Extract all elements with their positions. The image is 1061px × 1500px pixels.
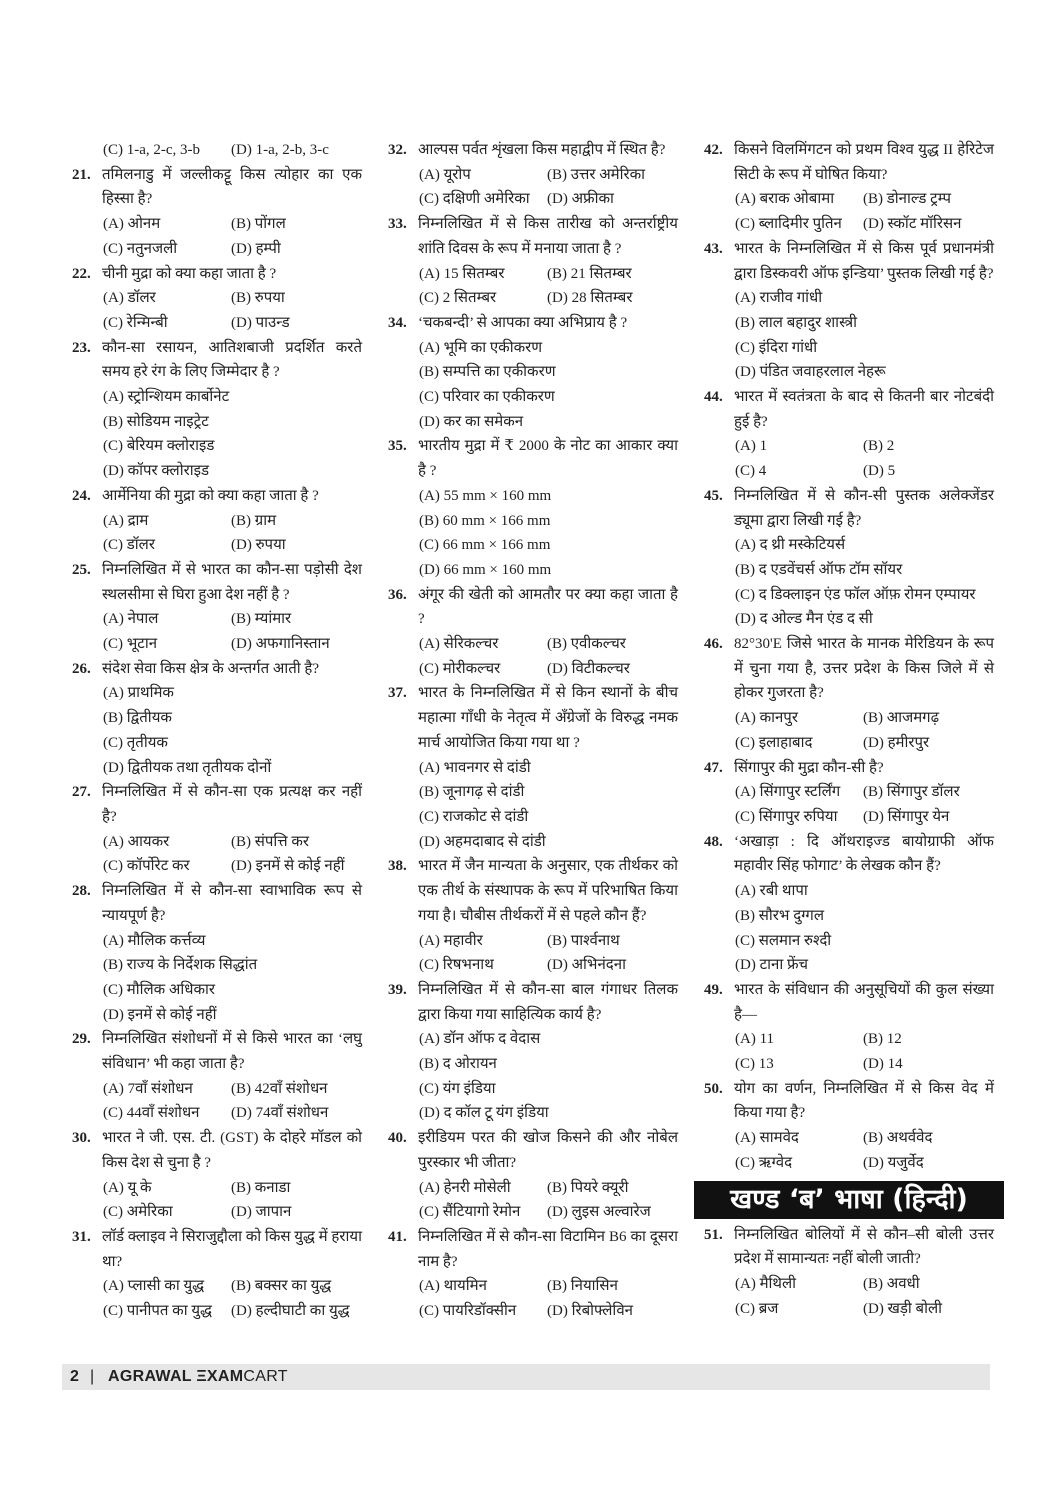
- answer-option: (C) राजकोट से दांडी: [419, 808, 529, 825]
- answer-option: (A) डॉलर: [103, 290, 156, 307]
- question-item: [388, 854, 678, 978]
- answer-option: (B) 12: [863, 1031, 902, 1048]
- answer-option: (D) 1-a, 2-b, 3-c: [231, 142, 329, 158]
- answer-option: (D) हम्पी: [231, 240, 281, 257]
- answer-option: (B) राज्य के निर्देशक सिद्धांत: [103, 957, 258, 974]
- answer-option: (A) 11: [735, 1031, 775, 1048]
- page-number: 2: [70, 1368, 79, 1385]
- answer-option: (A) हेनरी मोसेली: [419, 1179, 511, 1196]
- question-text: भारत ने जी. एस. टी. (GST) के दोहरे मॉडल को किस देश से चुना है ?: [102, 1130, 362, 1171]
- question-text: भारत के संविधान की अनुसूचियों की कुल संख्या है—: [734, 981, 994, 1023]
- question-number: 51.: [704, 1226, 723, 1243]
- options-list: [418, 1027, 678, 1126]
- question-number: 22.: [72, 265, 91, 282]
- question-number: 31.: [72, 1228, 91, 1245]
- question-number: 27.: [72, 784, 91, 801]
- question-text: भारत में स्वतंत्रता के बाद से कितनी बार नोटबंदी हुई है?: [734, 389, 994, 430]
- answer-option: (B) जूनागढ़ से दांडी: [419, 784, 525, 801]
- answer-option: (C) भूटान: [103, 636, 158, 653]
- question-text: निम्नलिखित में से भारत का कौन-सा पड़ोसी देश स्थलसीमा से घिरा हुआ देश नहीं है ?: [102, 561, 362, 603]
- question-item: [388, 681, 678, 854]
- answer-option: (A) राजीव गांधी: [735, 290, 823, 307]
- answer-option: (D) अहमदाबाद से दांडी: [419, 833, 546, 850]
- answer-option: (D) 74वाँ संशोधन: [231, 1105, 329, 1122]
- answer-option: (B) सोडियम नाइट्रेट: [103, 413, 209, 430]
- question-number: 43.: [704, 240, 723, 257]
- options-list: [102, 1077, 362, 1126]
- options-list: [734, 286, 994, 385]
- answer-option: (B) 2: [863, 438, 895, 455]
- question-text: ‘चकबन्दी’ से आपका क्या अभिप्राय है ?: [418, 314, 628, 331]
- answer-option: (B) संपत्ति कर: [231, 833, 310, 850]
- options-list: [734, 434, 994, 483]
- answer-option: (C) 66 mm × 166 mm: [419, 537, 551, 554]
- question-number: 37.: [388, 685, 407, 702]
- answer-option: (C) सलमान रुश्दी: [735, 932, 832, 949]
- question-number: 45.: [704, 487, 723, 504]
- options-list: [102, 138, 362, 163]
- question-item: [72, 262, 362, 336]
- answer-option: (A) स्ट्रोन्शियम कार्बोनेट: [103, 389, 230, 406]
- answer-option: (D) स्कॉट मॉरिसन: [863, 216, 962, 233]
- answer-option: (D) 14: [863, 1056, 903, 1073]
- question-number: 47.: [704, 759, 723, 776]
- question-text: आल्पस पर्वत शृंखला किस महाद्वीप में स्थित है?: [418, 142, 666, 158]
- question-text: निम्नलिखित में से कौन-सा बाल गंगाधर तिलक द्वारा किया गया साहित्यिक कार्य है?: [418, 981, 678, 1023]
- answer-option: (C) सैंटियागो रेमोन: [419, 1204, 521, 1221]
- question-number: 33.: [388, 216, 407, 233]
- question-item: [72, 163, 362, 262]
- answer-option: (C) द डिक्लाइन एंड फॉल ऑफ़ रोमन एम्पायर: [735, 586, 976, 603]
- question-number: 46.: [704, 636, 723, 653]
- question-item: [704, 138, 994, 237]
- answer-option: (B) 60 mm × 166 mm: [419, 512, 551, 529]
- answer-option: (C) मोरीकल्चर: [419, 660, 501, 677]
- answer-option: (A) भावनगर से दांडी: [419, 759, 531, 776]
- answer-option: (D) द ओल्ड मैन एंड द सी: [735, 611, 873, 628]
- answer-option: (C) मौलिक अधिकार: [103, 981, 216, 998]
- question-item: [704, 1223, 994, 1322]
- answer-option: (B) द ओरायन: [419, 1056, 497, 1073]
- question-number: 23.: [72, 339, 91, 356]
- question-item: [72, 336, 362, 484]
- answer-option: (A) प्लासी का युद्ध: [103, 1278, 205, 1295]
- options-list: [102, 212, 362, 261]
- answer-option: (D) अफगानिस्तान: [231, 636, 330, 653]
- options-list: [102, 929, 362, 1028]
- answer-option: (D) पंडित जवाहरलाल नेहरू: [735, 364, 886, 381]
- answer-option: (D) टाना फ्रेंच: [735, 957, 809, 974]
- question-number: 48.: [704, 833, 723, 850]
- answer-option: (A) 1: [735, 438, 768, 455]
- question-item: [388, 311, 678, 435]
- question-text: योग का वर्णन, निम्नलिखित में से किस वेद में किया गया है?: [734, 1080, 994, 1122]
- question-text: निम्नलिखित में से किस तारीख को अन्तर्राष्ट्रीय शांति दिवस के रूप में मनाया जाता है ?: [418, 216, 678, 257]
- options-list: [418, 262, 678, 311]
- question-item: [72, 657, 362, 781]
- options-list: [734, 706, 994, 755]
- question-item: [388, 1126, 678, 1225]
- answer-option: (B) अवधी: [863, 1275, 920, 1292]
- question-number: 24.: [72, 487, 91, 504]
- question-text: लॉर्ड क्लाइव ने सिराजुद्दौला को किस युद्ध में हराया था?: [102, 1228, 362, 1270]
- question-number: 21.: [72, 166, 91, 183]
- answer-option: (A) 55 mm × 160 mm: [419, 487, 552, 504]
- answer-option: (A) सामवेद: [735, 1130, 799, 1147]
- answer-option: (A) द थ्री मस्केटियर्स: [735, 537, 846, 554]
- question-number: 35.: [388, 438, 407, 455]
- question-item: [704, 756, 994, 830]
- answer-option: (D) सिंगापुर येन: [863, 808, 950, 825]
- answer-option: (B) पोंगल: [231, 216, 286, 233]
- answer-option: (B) 21 सितम्बर: [547, 265, 632, 282]
- answer-option: (A) महावीर: [419, 932, 483, 949]
- question-item: [704, 484, 994, 632]
- question-text: 82°30'E जिसे भारत के मानक मेरिडियन के रूप में चुना गया है, उत्तर प्रदेश के किस जिले में से होकर गुजरता है?: [734, 636, 994, 702]
- answer-option: (B) सिंगापुर डॉलर: [863, 784, 960, 801]
- answer-option: (B) पार्श्वनाथ: [547, 932, 620, 949]
- options-list: [734, 780, 994, 829]
- question-item: [704, 237, 994, 385]
- question-text: संदेश सेवा किस क्षेत्र के अन्तर्गत आती है?: [102, 660, 320, 677]
- answer-option: (A) ओनम: [103, 216, 161, 233]
- answer-option: (D) द कॉल टू यंग इंडिया: [419, 1105, 549, 1122]
- question-item: [72, 484, 362, 558]
- question-number: 49.: [704, 981, 723, 998]
- question-text: भारत के निम्नलिखित में से किस पूर्व प्रधानमंत्री द्वारा डिस्कवरी ऑफ इन्डिया’ पुस्तक लिखी गई है?: [734, 240, 994, 282]
- answer-option: (B) आजमगढ़: [863, 710, 940, 727]
- answer-option: (C) रिषभनाथ: [419, 957, 494, 974]
- answer-option: (C) नतुनजली: [103, 240, 178, 257]
- options-list: [102, 1274, 362, 1323]
- options-list: [102, 607, 362, 656]
- question-number: 30.: [72, 1130, 91, 1147]
- answer-option: (B) लाल बहादुर शास्त्री: [735, 314, 858, 331]
- question-text: कौन-सा रसायन, आतिशबाजी प्रदर्शित करते समय हरे रंग के लिए जिम्मेदार है ?: [102, 339, 362, 381]
- answer-option: (C) ऋग्वेद: [735, 1154, 793, 1171]
- answer-option: (B) पियरे क्यूरी: [547, 1179, 629, 1196]
- question-number: 39.: [388, 981, 407, 998]
- question-text: भारतीय मुद्रा में ₹ 2000 के नोट का आकार क्या है ?: [418, 438, 678, 480]
- answer-option: (A) द्राम: [103, 512, 149, 529]
- options-list: [734, 533, 994, 632]
- answer-option: (B) बक्सर का युद्ध: [231, 1278, 332, 1295]
- question-item: [388, 138, 678, 212]
- question-text: किसने विलमिंगटन को प्रथम विश्व युद्ध II हेरिटेज सिटी के रूप में घोषित किया?: [734, 142, 994, 183]
- answer-option: (B) ग्राम: [231, 512, 277, 529]
- question-number: 42.: [704, 142, 723, 158]
- options-list: [418, 163, 678, 212]
- answer-option: (A) आयकर: [103, 833, 170, 850]
- answer-option: (C) सिंगापुर रुपिया: [735, 808, 838, 825]
- answer-option: (A) बराक ओबामा: [735, 191, 835, 208]
- answer-option: (A) कानपुर: [735, 710, 798, 727]
- question-item: [72, 1027, 362, 1126]
- options-list: [734, 1027, 994, 1076]
- answer-option: (C) 4: [735, 463, 767, 480]
- answer-option: (C) पायरिडॉक्सीन: [419, 1303, 517, 1320]
- answer-option: (D) 5: [863, 463, 896, 480]
- question-number: 28.: [72, 883, 91, 900]
- answer-option: (B) डोनाल्ड ट्रम्प: [863, 191, 952, 208]
- answer-option: (B) कनाडा: [231, 1179, 291, 1196]
- options-list: [102, 385, 362, 484]
- question-number: 29.: [72, 1031, 91, 1048]
- answer-option: (D) हमीरपुर: [863, 734, 930, 751]
- answer-option: (C) कॉर्पोरेट कर: [103, 858, 190, 875]
- answer-option: (A) रबी थापा: [735, 883, 808, 900]
- answer-option: (D) रुपया: [231, 537, 286, 554]
- answer-option: (C) 1-a, 2-c, 3-b: [103, 142, 201, 158]
- answer-option: (B) नियासिन: [547, 1278, 618, 1295]
- question-text: निम्नलिखित में से कौन-सा एक प्रत्यक्ष कर नहीं है?: [102, 784, 362, 825]
- question-item: [72, 558, 362, 657]
- options-list: [418, 632, 678, 681]
- answer-option: (C) ब्रज: [735, 1300, 779, 1317]
- answer-option: (B) उत्तर अमेरिका: [547, 166, 646, 183]
- answer-option: (D) द्वितीयक तथा तृतीयक दोनों: [103, 759, 272, 776]
- answer-option: (B) म्यांमार: [231, 611, 292, 628]
- answer-option: (D) यजुर्वेद: [863, 1154, 924, 1171]
- question-item: [388, 583, 678, 682]
- question-text: निम्नलिखित में से कौन-सा विटामिन B6 का दूसरा नाम है?: [418, 1228, 678, 1270]
- question-text: भारत के निम्नलिखित में से किन स्थानों के बीच महात्मा गाँधी के नेतृत्व में अँग्रेजों के विरुद्ध नमक मार्च आयोजित किया गया था ?: [418, 685, 678, 751]
- question-item: [72, 780, 362, 879]
- answer-option: (B) द्वितीयक: [103, 710, 172, 727]
- options-list: [734, 1272, 994, 1321]
- options-list: [102, 286, 362, 335]
- options-list: [418, 484, 678, 583]
- section-heading: खण्ड ‘ब’ भाषा (हिन्दी): [694, 1181, 1004, 1219]
- question-item: [388, 212, 678, 311]
- answer-option: (C) पानीपत का युद्ध: [103, 1303, 213, 1320]
- answer-option: (D) विटीकल्चर: [547, 660, 630, 677]
- question-text: आर्मेनिया की मुद्रा को क्या कहा जाता है ?: [102, 487, 319, 504]
- question-text: इरीडियम परत की खोज किसने की और नोबेल पुरस्कार भी जीता?: [418, 1130, 678, 1171]
- answer-option: (B) एवीकल्चर: [547, 636, 626, 653]
- question-text: चीनी मुद्रा को क्या कहा जाता है ?: [102, 265, 277, 282]
- question-item: [704, 632, 994, 756]
- answer-option: (B) रुपया: [231, 290, 285, 307]
- question-item: [388, 434, 678, 582]
- question-item: [704, 978, 994, 1077]
- question-item: [704, 385, 994, 484]
- question-number: 40.: [388, 1130, 407, 1147]
- options-list: [418, 1176, 678, 1225]
- options-list: [418, 1274, 678, 1323]
- question-item: [704, 1077, 994, 1176]
- question-number: 36.: [388, 586, 407, 603]
- answer-option: (D) जापान: [231, 1204, 292, 1221]
- answer-option: (D) इनमें से कोई नहीं: [103, 1006, 217, 1023]
- answer-option: (C) 44वाँ संशोधन: [103, 1105, 200, 1122]
- question-text: निम्नलिखित बोलियों में से कौन–सी बोली उत्तर प्रदेश में सामान्यतः नहीं बोली जाती?: [734, 1226, 994, 1268]
- answer-option: (B) सौरभ दुग्गल: [735, 907, 824, 924]
- answer-option: (A) मैथिली: [735, 1275, 797, 1292]
- question-text: अंगूर की खेती को आमतौर पर क्या कहा जाता है ?: [418, 586, 678, 628]
- answer-option: (A) प्राथमिक: [103, 685, 174, 702]
- brand-logo: [108, 1364, 288, 1390]
- answer-option: (A) सेरिकल्चर: [419, 636, 499, 653]
- answer-option: (A) डॉन ऑफ द वेदास: [419, 1031, 541, 1048]
- question-item: [388, 1225, 678, 1324]
- answer-option: (A) सिंगापुर स्टर्लिंग: [735, 784, 841, 801]
- question-item: [388, 978, 678, 1126]
- options-list: [734, 879, 994, 978]
- answer-option: (D) 28 सितम्बर: [547, 290, 633, 307]
- footer-separator: |: [90, 1368, 95, 1385]
- answer-option: (A) नेपाल: [103, 611, 159, 628]
- options-list: [102, 1176, 362, 1225]
- question-item: [72, 138, 362, 163]
- brand-name-light: CART: [243, 1368, 288, 1385]
- question-number: 26.: [72, 660, 91, 677]
- answer-option: (C) रेन्मिन्बी: [103, 314, 168, 331]
- answer-option: (C) डॉलर: [103, 537, 155, 554]
- answer-option: (A) 7वाँ संशोधन: [103, 1080, 193, 1097]
- options-list: [734, 187, 994, 236]
- answer-option: (C) यंग इंडिया: [419, 1080, 496, 1097]
- question-item: [704, 830, 994, 978]
- options-list: [102, 830, 362, 879]
- answer-option: (B) 42वाँ संशोधन: [231, 1080, 328, 1097]
- question-number: 32.: [388, 142, 407, 158]
- answer-option: (A) थायमिन: [419, 1278, 487, 1295]
- column-1: [72, 138, 362, 1324]
- question-item: [72, 1126, 362, 1225]
- answer-option: (B) द एडवेंचर्स ऑफ टॉम सॉयर: [735, 561, 903, 578]
- question-number: 25.: [72, 561, 91, 578]
- answer-option: (C) तृतीयक: [103, 734, 168, 751]
- answer-option: (D) खड़ी बोली: [863, 1300, 943, 1317]
- answer-option: (D) कर का समेकन: [419, 413, 524, 430]
- answer-option: (C) इलाहाबाद: [735, 734, 813, 751]
- column-3: [704, 138, 994, 1321]
- options-list: [418, 336, 678, 435]
- options-list: [418, 929, 678, 978]
- question-item: [72, 879, 362, 1027]
- question-text: निम्नलिखित में से कौन-सा स्वाभाविक रूप से न्यायपूर्ण है?: [102, 883, 362, 924]
- answer-option: (C) बेरियम क्लोराइड: [103, 438, 215, 455]
- options-list: [418, 756, 678, 855]
- answer-option: (D) रिबोफ्लेविन: [547, 1303, 633, 1320]
- answer-option: (C) परिवार का एकीकरण: [419, 389, 555, 406]
- question-number: 34.: [388, 314, 407, 331]
- answer-option: (C) 2 सितम्बर: [419, 290, 497, 307]
- answer-option: (B) सम्पत्ति का एकीकरण: [419, 364, 556, 381]
- page-footer: [62, 1364, 990, 1390]
- question-item: [72, 1225, 362, 1324]
- answer-option: (A) भूमि का एकीकरण: [419, 339, 543, 356]
- answer-option: (D) लुइस अल्वारेज: [547, 1204, 651, 1221]
- question-number: 50.: [704, 1080, 723, 1097]
- answer-option: (C) अमेरिका: [103, 1204, 173, 1221]
- answer-option: (D) पाउन्ड: [231, 314, 290, 331]
- question-text: सिंगापुर की मुद्रा कौन-सी है?: [734, 759, 884, 776]
- question-text: निम्नलिखित में से कौन-सी पुस्तक अलेक्जेंडर ड्यूमा द्वारा लिखी गई है?: [734, 487, 994, 529]
- answer-option: (C) ब्लादिमीर पुतिन: [735, 216, 842, 233]
- column-2: [388, 138, 678, 1324]
- options-list: [102, 681, 362, 780]
- answer-option: (C) 13: [735, 1056, 774, 1073]
- answer-option: (C) इंदिरा गांधी: [735, 339, 818, 356]
- question-text: तमिलनाडु में जल्लीकट्टू किस त्योहार का एक हिस्सा है?: [102, 166, 362, 208]
- answer-option: (A) मौलिक कर्त्तव्य: [103, 932, 206, 949]
- question-text: भारत में जैन मान्यता के अनुसार, एक तीर्थकर को एक तीर्थ के संस्थापक के रूप में परिभाषित किया गया है। चौबीस तीर्थकरों में से पहले कौन हैं?: [418, 858, 678, 924]
- question-text: निम्नलिखित संशोधनों में से किसे भारत का ‘लघु संविधान’ भी कहा जाता है?: [102, 1031, 362, 1073]
- answer-option: (A) 15 सितम्बर: [419, 265, 505, 282]
- answer-option: (A) यूरोप: [419, 166, 471, 183]
- options-list: [734, 1126, 994, 1175]
- question-number: 41.: [388, 1228, 407, 1245]
- question-number: 44.: [704, 389, 723, 406]
- answer-option: (B) अथर्ववेद: [863, 1130, 933, 1147]
- answer-option: (D) हल्दीघाटी का युद्ध: [231, 1303, 350, 1320]
- answer-option: (D) अफ्रीका: [547, 191, 614, 208]
- options-list: [102, 509, 362, 558]
- answer-option: (D) कॉपर क्लोराइड: [103, 463, 210, 480]
- question-number: 38.: [388, 858, 407, 875]
- answer-option: (D) अभिनंदना: [547, 957, 626, 974]
- answer-option: (D) इनमें से कोई नहीं: [231, 858, 345, 875]
- brand-name-bold: AGRAWAL ΞXAM: [108, 1368, 244, 1385]
- answer-option: (C) दक्षिणी अमेरिका: [419, 191, 530, 208]
- answer-option: (D) 66 mm × 160 mm: [419, 561, 552, 578]
- answer-option: (A) यू के: [103, 1179, 152, 1196]
- question-text: ‘अखाड़ा : दि ऑथराइज्ड बायोग्राफी ऑफ महावीर सिंह फोगाट’ के लेखक कौन हैं?: [734, 833, 994, 875]
